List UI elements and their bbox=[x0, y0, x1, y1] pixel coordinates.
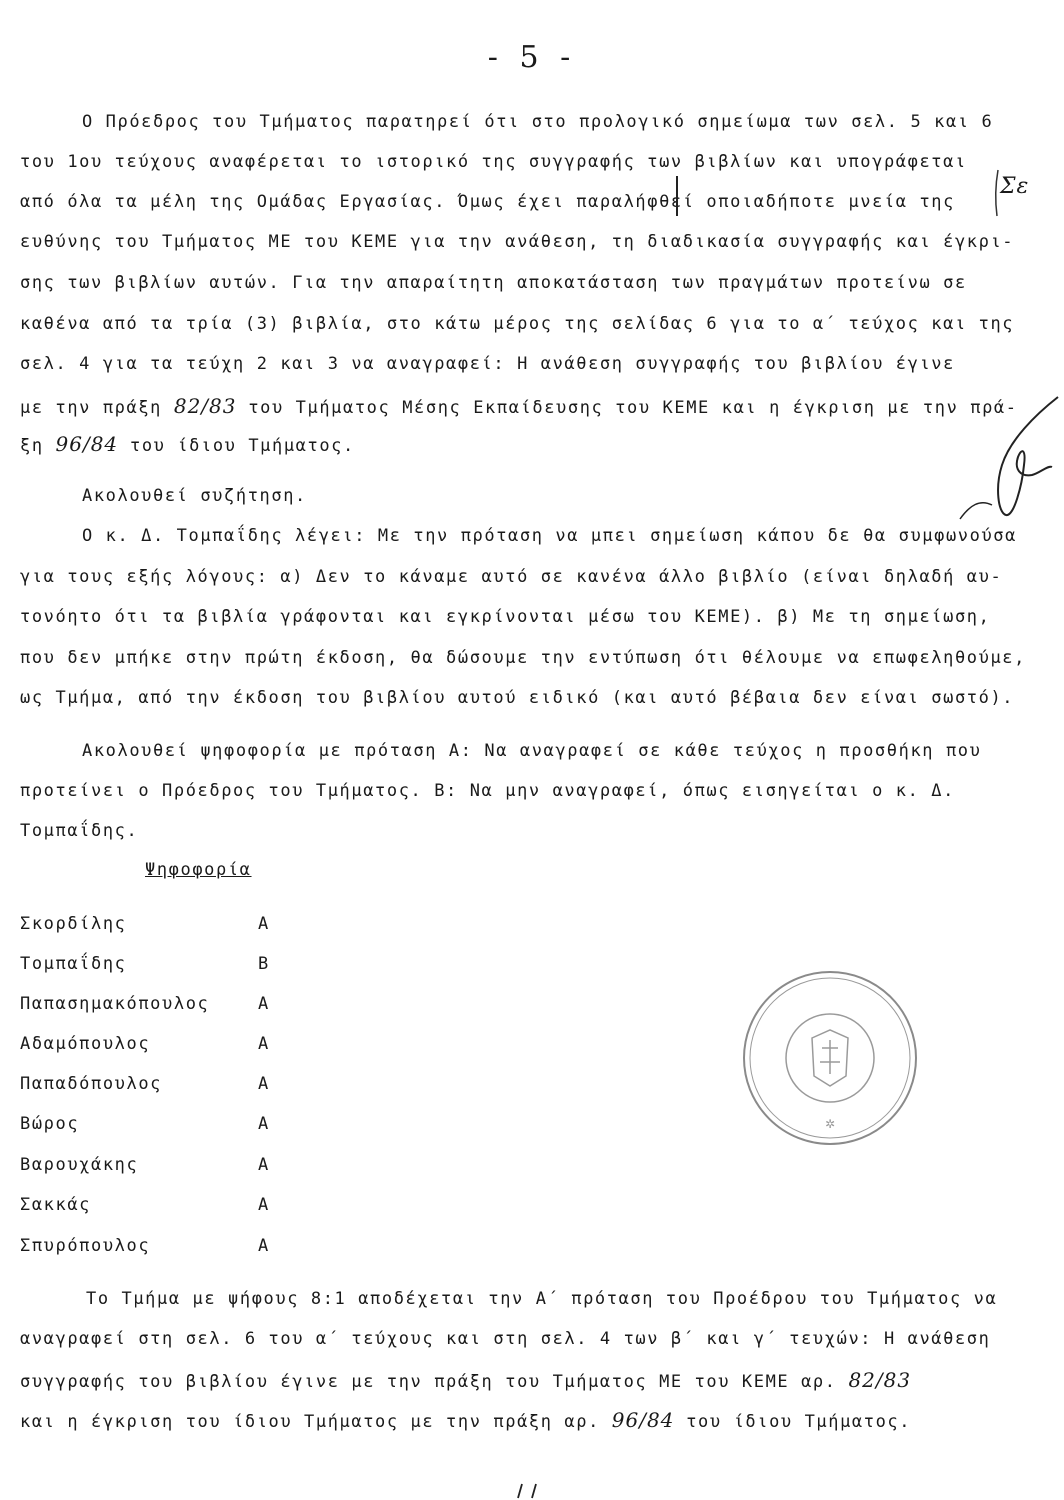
voter-name: Αδαμόπουλος bbox=[20, 1034, 151, 1054]
correction-mark bbox=[673, 174, 681, 218]
line-text: και η έγκριση του ίδιου Τμήματος με την πράξη αρ. bbox=[20, 1412, 612, 1432]
line-text: του Τμήματος Μέσης Εκπαίδευσης του ΚΕΜΕ και η έγκριση με την πρά- bbox=[236, 398, 1018, 418]
voter-vote: Α bbox=[258, 994, 270, 1014]
handwritten-act-number: 82/83 bbox=[173, 394, 237, 418]
paragraph1-line: καθένα από τα τρία (3) βιβλία, στο κάτω μέρος της σελίδας 6 για το α΄ τεύχος και της bbox=[20, 314, 1015, 334]
official-seal-stamp bbox=[740, 968, 920, 1148]
paragraph2-line: Ο κ. Δ. Τομπαΐδης λέγει: Με την πρόταση να μπει σημείωση κάπου δε θα συμφωνούσα bbox=[82, 526, 1017, 546]
handwritten-act-number: 82/83 bbox=[848, 1368, 912, 1392]
paragraph1-line: σελ. 4 για τα τεύχη 2 και 3 να αναγραφεί: Η ανάθεση συγγραφής του βιβλίου έγινε bbox=[20, 354, 955, 374]
paragraph1-line: από όλα τα μέλη της Ομάδας Εργασίας. Όμως έχει παραλήφθεί οποιαδήποτε μνεία της bbox=[20, 192, 955, 212]
paragraph1-line bbox=[20, 432, 355, 456]
voter-name: Σκορδίλης bbox=[20, 914, 127, 934]
paragraph3-line: Ακολουθεί ψηφοφορία με πρόταση Α: Να αναγραφεί σε κάθε τεύχος η προσθήκη που bbox=[82, 741, 982, 761]
signature-mark bbox=[940, 395, 1060, 525]
voter-name: Παπαδόπουλος bbox=[20, 1074, 163, 1094]
paragraph1-line: του 1ου τεύχους αναφέρεται το ιστορικό της συγγραφής των βιβλίων και υπογράφεται bbox=[20, 152, 967, 172]
paragraph2-line: τονόητο ότι τα βιβλία γράφονται και εγκρίνονται μέσω του ΚΕΜΕ). β) Με τη σημείωση, bbox=[20, 607, 991, 627]
voter-name: Βώρος bbox=[20, 1114, 80, 1134]
voter-vote: Α bbox=[258, 1034, 270, 1054]
line-text: με την πράξη bbox=[20, 398, 174, 418]
handwritten-act-number: 96/84 bbox=[611, 1408, 675, 1432]
voter-vote: Α bbox=[258, 914, 270, 934]
voter-name: Παπασημακόπουλος bbox=[20, 994, 210, 1014]
paragraph2-line: για τους εξής λόγους: α) Δεν το κάναμε αυτό σε κανένα άλλο βιβλίο (είναι δηλαδή αυ- bbox=[20, 567, 1003, 587]
margin-initials: Σε bbox=[1000, 174, 1030, 199]
paragraph2-line: που δεν μπήκε στην πρώτη έκδοση, θα δώσουμε την εντύπωση ότι θέλουμε να επωφεληθούμε, bbox=[20, 648, 1026, 668]
handwritten-act-number: 96/84 bbox=[55, 432, 119, 456]
bottom-handwritten-mark bbox=[510, 1482, 550, 1500]
paragraph1-line: ευθύνης του Τμήματος ΜΕ του ΚΕΜΕ για την ανάθεση, τη διαδικασία συγγραφής και έγκρι- bbox=[20, 232, 1015, 252]
voter-vote: Α bbox=[258, 1195, 270, 1215]
conclusion-line bbox=[20, 1408, 911, 1432]
voter-vote: Β bbox=[258, 954, 270, 974]
line-text: συγγραφής του βιβλίου έγινε με την πράξη του Τμήματος ΜΕ του ΚΕΜΕ αρ. bbox=[20, 1372, 849, 1392]
voter-name: Βαρουχάκης bbox=[20, 1155, 139, 1175]
margin-bar-mark bbox=[992, 168, 1002, 218]
voter-vote: Α bbox=[258, 1155, 270, 1175]
voter-name: Σπυρόπουλος bbox=[20, 1236, 151, 1256]
conclusion-line: αναγραφεί στη σελ. 6 του α΄ τεύχους και στη σελ. 4 των β΄ και γ΄ τευχών: Η ανάθεση bbox=[20, 1329, 991, 1349]
line-text: του ίδιου Τμήματος. bbox=[674, 1412, 912, 1432]
svg-text:✲: ✲ bbox=[824, 1117, 836, 1131]
voter-vote: Α bbox=[258, 1074, 270, 1094]
paragraph2-line: ως Τμήμα, από την έκδοση του βιβλίου αυτού ειδικό (και αυτό βέβαια δεν είναι σωστό). bbox=[20, 688, 1015, 708]
page-number: - 5 - bbox=[487, 40, 577, 75]
voter-name: Σακκάς bbox=[20, 1195, 92, 1215]
discussion-line: Ακολουθεί συζήτηση. bbox=[82, 486, 307, 506]
paragraph3-line: προτείνει ο Πρόεδρος του Τμήματος. Β: Να μην αναγραφεί, όπως εισηγείται ο κ. Δ. bbox=[20, 781, 955, 801]
vote-heading: Ψηφοφορία bbox=[145, 860, 252, 880]
voter-name: Τομπαΐδης bbox=[20, 954, 127, 974]
conclusion-line: Το Τμήμα με ψήφους 8:1 αποδέχεται την Α΄ πρόταση του Προέδρου του Τμήματος να bbox=[86, 1289, 998, 1309]
line-text: του ίδιου Τμήματος. bbox=[118, 436, 355, 456]
paragraph1-line: Ο Πρόεδρος του Τμήματος παρατηρεί ότι στο προλογικό σημείωμα των σελ. 5 και 6 bbox=[82, 112, 994, 132]
conclusion-line bbox=[20, 1368, 911, 1392]
paragraph1-line bbox=[20, 394, 1018, 418]
paragraph1-line: σης των βιβλίων αυτών. Για την απαραίτητη αποκατάσταση των πραγμάτων προτείνω σε bbox=[20, 273, 967, 293]
voter-vote: Α bbox=[258, 1236, 270, 1256]
paragraph3-line: Τομπαΐδης. bbox=[20, 821, 139, 841]
line-text: ξη bbox=[20, 436, 56, 456]
voter-vote: Α bbox=[258, 1114, 270, 1134]
